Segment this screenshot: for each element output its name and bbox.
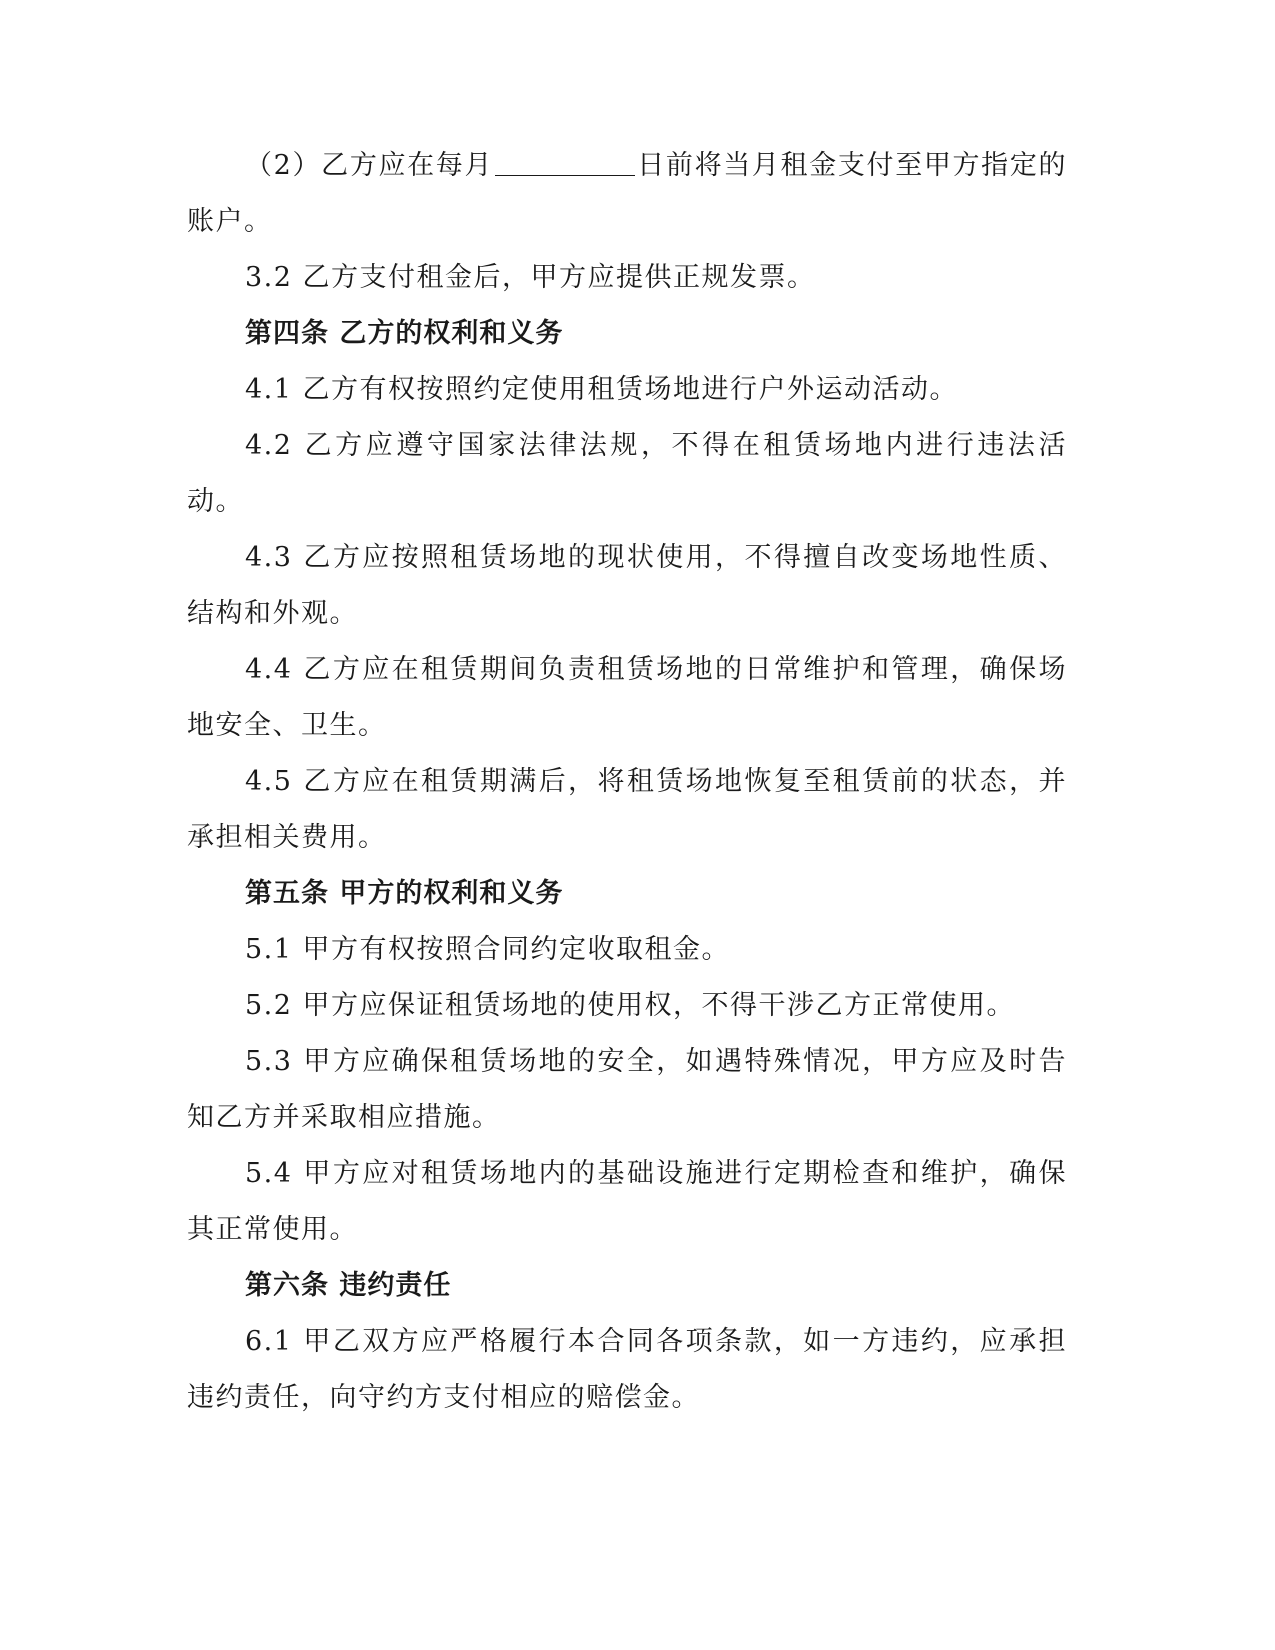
- clause-payment-deadline: [187, 138, 1067, 250]
- clause-4-4: 4.4 乙方应在租赁期间负责租赁场地的日常维护和管理，确保场地安全、卫生。: [187, 654, 1067, 741]
- clause-5-2: 5.2 甲方应保证租赁场地的使用权，不得干涉乙方正常使用。: [245, 990, 1016, 1021]
- clause-6-1: 6.1 甲乙双方应严格履行本合同各项条款，如一方违约，应承担违约责任，向守约方支付相应的赔偿金。: [187, 1326, 1067, 1413]
- section-6-title: 第六条 违约责任: [245, 1270, 452, 1301]
- clause-5-1: 5.1 甲方有权按照合同约定收取租金。: [245, 934, 731, 965]
- clause-4-3: 4.3 乙方应按照租赁场地的现状使用，不得擅自改变场地性质、结构和外观。: [187, 542, 1067, 629]
- day-blank-field: [495, 147, 635, 176]
- clause-3-2: 3.2 乙方支付租金后，甲方应提供正规发票。: [245, 262, 816, 293]
- section-4-title: 第四条 乙方的权利和义务: [245, 318, 564, 349]
- clause-4-5: 4.5 乙方应在租赁期满后，将租赁场地恢复至租赁前的状态，并承担相关费用。: [187, 766, 1067, 853]
- clause-5-3: 5.3 甲方应确保租赁场地的安全，如遇特殊情况，甲方应及时告知乙方并采取相应措施。: [187, 1046, 1067, 1133]
- section-5-title: 第五条 甲方的权利和义务: [245, 878, 564, 909]
- clause-payment-deadline-before: （2）乙方应在每月: [245, 150, 494, 181]
- clause-payment-deadline-after: 日前将当月租金支付至甲方指定的账户。: [187, 150, 1067, 237]
- clause-4-1: 4.1 乙方有权按照约定使用租赁场地进行户外运动活动。: [245, 374, 959, 405]
- clause-5-4: 5.4 甲方应对租赁场地内的基础设施进行定期检查和维护，确保其正常使用。: [187, 1158, 1067, 1245]
- clause-4-2: 4.2 乙方应遵守国家法律法规，不得在租赁场地内进行违法活动。: [187, 430, 1067, 517]
- document-body: [187, 138, 1067, 1426]
